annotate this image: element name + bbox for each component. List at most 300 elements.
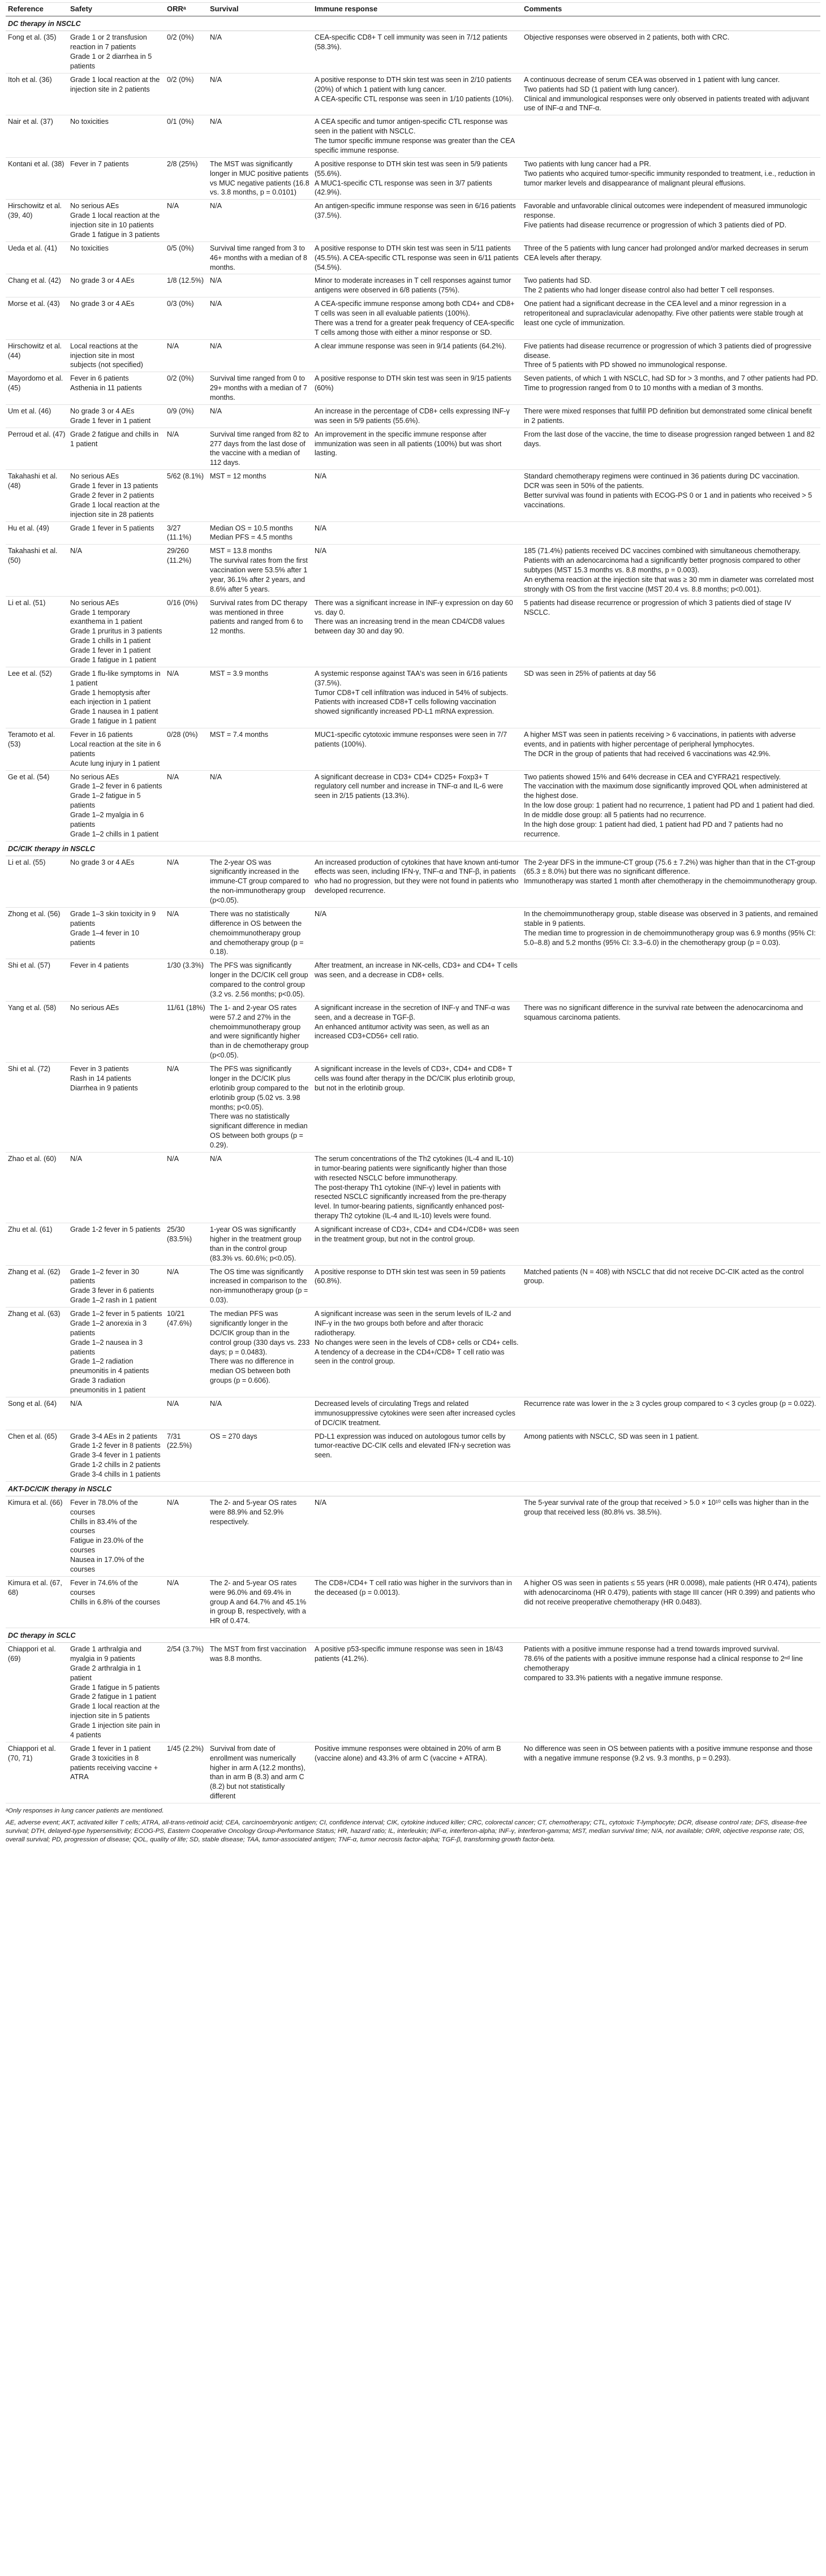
cell-safety — [68, 404, 165, 428]
table-row — [6, 1742, 820, 1803]
cell-safety — [68, 372, 165, 405]
column-header-orr: ORRᵃ — [165, 3, 208, 16]
cell-immune — [312, 1576, 522, 1628]
table-row — [6, 1576, 820, 1628]
cell-line: N/A — [167, 430, 179, 438]
table-row — [6, 1430, 820, 1481]
cell-orr — [165, 31, 208, 74]
table-body — [6, 16, 820, 1803]
cell-line: There were mixed responses that fulfill PD definition but demonstrated some clinical benefit in 2 patients. — [524, 407, 812, 425]
cell-reference: Um et al. (46) — [6, 404, 68, 428]
cell-line: Decreased levels of circulating Tregs and related immunosuppressive cytokines were seen after increased cycles of DC/CIK treatment. — [315, 1399, 515, 1427]
cell-comments — [522, 907, 820, 959]
cell-line: The tumor specific immune response was greater than the CEA specific immune response. — [315, 137, 515, 154]
cell-immune — [312, 73, 522, 115]
cell-line: N/A — [210, 75, 222, 84]
cell-orr — [165, 1742, 208, 1803]
table-row — [6, 241, 820, 274]
cell-line: In the high dose group: 1 patient had died, 1 patient had PD and 7 patients had no recurrence. — [524, 820, 783, 838]
cell-reference: Li et al. (55) — [6, 856, 68, 907]
cell-line: Asthenia in 11 patients — [70, 384, 142, 392]
cell-comments — [522, 241, 820, 274]
cell-line: The survival rates from the first vaccination were 53.5% after 1 year, 36.1% after 2 years, and 8.6% after 5 years. — [210, 556, 308, 593]
cell-orr — [165, 1152, 208, 1223]
cell-line: The serum concentrations of the Th2 cytokines (IL-4 and IL-10) in tumor-bearing patients were significantly higher than those with resected NSCLC before immunotherapy. — [315, 1154, 514, 1182]
cell-orr — [165, 1265, 208, 1308]
cell-immune — [312, 1643, 522, 1742]
cell-immune — [312, 31, 522, 74]
cell-comments — [522, 1223, 820, 1266]
cell-line: Three of 5 patients with PD showed no immunological response. — [524, 361, 728, 369]
cell-line: The 5-year survival rate of the group that received > 5.0 × 10¹⁰ cells was higher than in the group that received less (80.8% vs. 38.5%). — [524, 1498, 809, 1516]
cell-immune — [312, 115, 522, 158]
cell-line: There was a trend for a greater peak frequency of CEA-specific T cells among those with either a minor response or SD. — [315, 318, 514, 336]
table-notes — [6, 1807, 820, 1844]
cell-safety — [68, 959, 165, 1002]
cell-reference: Chen et al. (65) — [6, 1430, 68, 1481]
table-row — [6, 157, 820, 200]
cell-line: Five patients had disease recurrence or progression of which 3 patients died of progressive disease. — [524, 342, 812, 360]
cell-line: Fatigue in 23.0% of the courses — [70, 1537, 144, 1555]
cell-immune — [312, 1265, 522, 1308]
cell-line: N/A — [167, 342, 179, 350]
cell-reference: Chang et al. (42) — [6, 274, 68, 297]
cell-line: Grade 1–2 chills in 1 patient — [70, 830, 159, 838]
cell-line: Two patients who acquired tumor-specific immunity responded to treatment, i.e., reduction in tumor marker levels and disappearance of malignant pleural effusions. — [524, 169, 815, 187]
cell-line: There was no difference in median OS between both groups (p = 0.606). — [210, 1357, 294, 1385]
footnote: ᵃOnly responses in lung cancer patients are mentioned. — [6, 1807, 164, 1815]
cell-line: The median PFS was significantly longer in the DC/CIK group than in the control group (330 days vs. 233 days; p = 0.0483). — [210, 1310, 310, 1356]
cell-line: N/A — [210, 773, 222, 781]
cell-line: 1/30 (3.3%) — [167, 961, 204, 970]
cell-line: A positive response to DTH skin test was seen in 2/10 patients (20%) of which 1 patient with lung cancer. — [315, 75, 511, 93]
cell-immune — [312, 241, 522, 274]
cell-orr — [165, 372, 208, 405]
section-title: DC therapy in NSCLC — [6, 16, 820, 31]
cell-safety — [68, 770, 165, 841]
table-row — [6, 1001, 820, 1062]
cell-line: 2/8 (25%) — [167, 159, 198, 168]
cell-safety — [68, 200, 165, 242]
column-header-safety: Safety — [68, 3, 165, 16]
cell-line: Patients with increased CD8+T cells following vaccination showed significantly increased PD-L1 mRNA expression. — [315, 698, 496, 716]
table-row — [6, 1152, 820, 1223]
cell-line: N/A — [210, 118, 222, 126]
table-row — [6, 274, 820, 297]
cell-line: N/A — [167, 202, 179, 210]
cell-survival — [208, 241, 312, 274]
cell-comments — [522, 157, 820, 200]
cell-survival — [208, 339, 312, 372]
cell-comments — [522, 959, 820, 1002]
cell-safety — [68, 1397, 165, 1430]
cell-line: Grade 1 chills in 1 patient — [70, 637, 151, 645]
cell-line: Median OS = 10.5 months — [210, 524, 293, 532]
cell-safety — [68, 667, 165, 728]
cell-reference: Zhao et al. (60) — [6, 1152, 68, 1223]
table-row — [6, 596, 820, 667]
cell-line: The MST was significantly longer in MUC positive patients vs MUC negative patients (16.8 vs. 3.8 months, p = 0.0101) — [210, 159, 309, 197]
cell-line: N/A — [210, 33, 222, 42]
cell-reference: Kontani et al. (38) — [6, 157, 68, 200]
cell-orr — [165, 428, 208, 470]
cell-comments — [522, 73, 820, 115]
cell-line: An increased production of cytokines that have known anti-tumor effects was seen, including IFN-γ, TNF-α and TNF-β, in patients who had no progression, but they were not found in patients who developed recurrence. — [315, 858, 519, 895]
cell-survival — [208, 470, 312, 521]
cell-line: MUC1-specific cytotoxic immune responses were seen in 7/7 patients (100%). — [315, 731, 507, 748]
cell-survival — [208, 1576, 312, 1628]
cell-line: No serious AEs — [70, 773, 119, 781]
cell-line: Objective responses were observed in 2 patients, both with CRC. — [524, 33, 730, 42]
cell-line: The PFS was significantly longer in the DC/CIK cell group compared to the control group (3.2 vs. 2.56 months; p<0.05). — [210, 961, 308, 998]
cell-line: Grade 1 nausea in 1 patient — [70, 707, 158, 716]
cell-line: Grade 1–2 fatigue in 5 patients — [70, 792, 141, 810]
cell-line: In the low dose group: 1 patient had no recurrence, 1 patient had PD and 1 patient had died. — [524, 801, 815, 810]
table-row — [6, 728, 820, 771]
cell-reference: Morse et al. (43) — [6, 297, 68, 340]
cell-survival — [208, 1643, 312, 1742]
cell-line: No grade 3 or 4 AEs — [70, 858, 135, 866]
cell-line: Grade 2 fatigue in 1 patient — [70, 1693, 156, 1701]
cell-line: Grade 1-2 fever in 8 patients — [70, 1442, 161, 1450]
cell-comments — [522, 1063, 820, 1153]
cell-line: Clinical and immunological responses were only observed in patients treated with adjuvant use of INF-α and TNF-α. — [524, 94, 810, 113]
cell-line: N/A — [167, 1154, 179, 1163]
cell-immune — [312, 856, 522, 907]
cell-line: Patients with a positive immune response had a trend towards improved survival. — [524, 1645, 780, 1654]
cell-orr — [165, 856, 208, 907]
cell-line: The median time to progression in de chemoimmunotherapy group was 6.9 months (95% CI: 5.0–8.8) and 5.2 months (95% CI: 3.3–6.0) in the chemotherapy group (p = 0.03). — [524, 929, 816, 947]
cell-line: Grade 1 local reaction at the injection site in 2 patients — [70, 75, 160, 93]
cell-reference: Zhong et al. (56) — [6, 907, 68, 959]
cell-orr — [165, 907, 208, 959]
cell-safety — [68, 1643, 165, 1742]
cell-line: Grade 3 radiation pneumonitis in 1 patient — [70, 1377, 146, 1395]
cell-line: In the chemoimmunotherapy group, stable disease was observed in 3 patients, and remained stable in 9 patients. — [524, 909, 818, 927]
table-row — [6, 1308, 820, 1397]
cell-safety — [68, 297, 165, 340]
cell-line: Grade 1 hemoptysis after each injection in 1 patient — [70, 688, 151, 706]
cell-orr — [165, 1643, 208, 1742]
table-row — [6, 115, 820, 158]
cell-line: Grade 1 fever in 1 patient — [70, 416, 151, 425]
column-header-survival: Survival — [208, 3, 312, 16]
cell-line: N/A — [210, 300, 222, 308]
table-row — [6, 907, 820, 959]
cell-reference: Fong et al. (35) — [6, 31, 68, 74]
cell-line: DCR was seen in 50% of the patients. — [524, 482, 644, 490]
cell-line: Grade 1–3 skin toxicity in 9 patients — [70, 909, 156, 927]
cell-orr — [165, 404, 208, 428]
cell-immune — [312, 521, 522, 545]
cell-immune — [312, 200, 522, 242]
cell-line: A CEA-specific immune response among both CD4+ and CD8+ T cells was seen in all evaluable patients (100%). — [315, 300, 515, 318]
cell-survival — [208, 1223, 312, 1266]
cell-orr — [165, 1223, 208, 1266]
cell-safety — [68, 1496, 165, 1576]
cell-survival — [208, 1496, 312, 1576]
cell-reference: Zhang et al. (63) — [6, 1308, 68, 1397]
cell-survival — [208, 274, 312, 297]
cell-line: N/A — [167, 1578, 179, 1587]
cell-line: No toxicities — [70, 118, 109, 126]
cell-survival — [208, 404, 312, 428]
cell-comments — [522, 545, 820, 596]
cell-reference: Hirschowitz et al. (44) — [6, 339, 68, 372]
cell-safety — [68, 115, 165, 158]
cell-line: There was no statistically significant difference in median OS between both groups (p = 0.29). — [210, 1112, 308, 1150]
cell-line: Chills in 83.4% of the courses — [70, 1517, 137, 1535]
cell-line: The post-therapy Th1 cytokine (INF-γ) level in patients with resected NSCLC significantly increased from the pre-therapy level. In tumor-bearing patients, significantly enhanced post-therapy Th2 cytokine (IL-4 and IL-10) levels were found. — [315, 1183, 506, 1220]
cell-survival — [208, 667, 312, 728]
cell-line: Diarrhea in 9 patients — [70, 1084, 138, 1092]
cell-line: Two patients with lung cancer had a PR. — [524, 159, 651, 168]
cell-line: Immunotherapy was started 1 month after chemotherapy in the chemoimmunotherapy group. — [524, 877, 818, 886]
cell-line: 3/27 (11.1%) — [167, 524, 192, 542]
cell-line: A significant increase in the levels of CD3+, CD4+ and CD8+ T cells was found after therapy in the DC/CIK plus erlotinib group, but not in the erlotinib group. — [315, 1065, 515, 1092]
cell-line: N/A — [315, 524, 326, 532]
cell-safety — [68, 521, 165, 545]
cell-safety — [68, 241, 165, 274]
cell-orr — [165, 1430, 208, 1481]
cell-line: N/A — [167, 858, 179, 866]
cell-comments — [522, 372, 820, 405]
cell-reference: Ge et al. (54) — [6, 770, 68, 841]
cell-survival — [208, 1308, 312, 1397]
cell-immune — [312, 1223, 522, 1266]
cell-comments — [522, 404, 820, 428]
cell-comments — [522, 667, 820, 728]
cell-orr — [165, 1063, 208, 1153]
cell-line: 0/16 (0%) — [167, 598, 198, 607]
cell-reference: Kimura et al. (66) — [6, 1496, 68, 1576]
cell-line: Grade 1 injection site pain in 4 patients — [70, 1721, 160, 1739]
cell-reference: Mayordomo et al. (45) — [6, 372, 68, 405]
cell-line: Acute lung injury in 1 patient — [70, 759, 160, 767]
cell-line: Grade 3-4 fever in 1 patients — [70, 1451, 161, 1460]
cell-line: No difference was seen in OS between patients with a positive immune response and those with a negative immune response (9.2 vs. 9.3 months, p = 0.293). — [524, 1744, 813, 1762]
cell-line: Grade 1 fever in 1 patient — [70, 1744, 151, 1753]
cell-line: Grade 2 fatigue and chills in 1 patient — [70, 430, 159, 448]
cell-orr — [165, 297, 208, 340]
column-header-immune-response: Immune response — [312, 3, 522, 16]
cell-line: Minor to moderate increases in T cell responses against tumor antigens were observed in 6/8 patients (75%). — [315, 277, 511, 295]
cell-line: No grade 3 or 4 AEs — [70, 300, 135, 308]
table-row — [6, 667, 820, 728]
cell-survival — [208, 428, 312, 470]
cell-orr — [165, 596, 208, 667]
cell-immune — [312, 274, 522, 297]
table-row — [6, 1643, 820, 1742]
cell-orr — [165, 728, 208, 771]
cell-reference: Teramoto et al. (53) — [6, 728, 68, 771]
cell-safety — [68, 907, 165, 959]
section-header-row — [6, 841, 820, 856]
cell-line: 11/61 (18%) — [167, 1003, 205, 1012]
cell-line: Survival from date of enrollment was numerically higher in arm A (12.2 months), than in arm B (8.3) and arm C (8.2) but not statistically different — [210, 1744, 306, 1801]
cell-reference: Chiappori et al. (70, 71) — [6, 1742, 68, 1803]
cell-safety — [68, 470, 165, 521]
cell-line: N/A — [210, 277, 222, 285]
cell-comments — [522, 728, 820, 771]
cell-survival — [208, 907, 312, 959]
cell-orr — [165, 339, 208, 372]
cell-line: No serious AEs — [70, 1003, 119, 1012]
cell-line: Survival time ranged from 3 to 46+ months with a median of 8 months. — [210, 244, 307, 271]
cell-comments — [522, 1001, 820, 1062]
cell-survival — [208, 770, 312, 841]
cell-safety — [68, 1223, 165, 1266]
cell-safety — [68, 728, 165, 771]
cell-survival — [208, 1152, 312, 1223]
cell-line: 185 (71.4%) patients received DC vaccines combined with simultaneous chemotherapy. — [524, 547, 801, 555]
cell-line: N/A — [315, 909, 326, 918]
cell-line: Grade 1–4 fever in 10 patients — [70, 929, 139, 947]
cell-line: N/A — [70, 1399, 82, 1408]
cell-immune — [312, 1742, 522, 1803]
cell-line: A positive response to DTH skin test was seen in 59 patients (60.8%). — [315, 1267, 506, 1285]
cell-immune — [312, 907, 522, 959]
table-row — [6, 428, 820, 470]
cell-immune — [312, 297, 522, 340]
cell-line: 0/3 (0%) — [167, 300, 194, 308]
cell-line: The 2- and 5-year OS rates were 88.9% and 52.9% respectively. — [210, 1498, 297, 1526]
table-row — [6, 1496, 820, 1576]
cell-comments — [522, 1576, 820, 1628]
cell-reference: Hu et al. (49) — [6, 521, 68, 545]
cell-line: MST = 13.8 months — [210, 547, 273, 555]
cell-line: Grade 1 fever in 1 patient — [70, 646, 151, 655]
cell-line: Three of the 5 patients with lung cancer had prolonged and/or marked decreases in serum CEA levels after therapy. — [524, 244, 808, 262]
cell-line: Grade 1 pruritus in 3 patients — [70, 627, 162, 636]
cell-survival — [208, 596, 312, 667]
cell-line: N/A — [315, 1498, 326, 1507]
cell-comments — [522, 1643, 820, 1742]
cell-orr — [165, 545, 208, 596]
cell-immune — [312, 339, 522, 372]
cell-line: SD was seen in 25% of patients at day 56 — [524, 669, 656, 678]
cell-line: N/A — [167, 669, 179, 678]
cell-reference: Takahashi et al. (48) — [6, 470, 68, 521]
cell-line: Two patients had SD. — [524, 277, 592, 285]
cell-line: No serious AEs — [70, 598, 119, 607]
cell-survival — [208, 521, 312, 545]
cell-survival — [208, 372, 312, 405]
cell-reference: Song et al. (64) — [6, 1397, 68, 1430]
cell-line: Grade 1–2 fever in 30 patients — [70, 1267, 139, 1285]
cell-reference: Kimura et al. (67, 68) — [6, 1576, 68, 1628]
table-row — [6, 770, 820, 841]
cell-line: 29/260 (11.2%) — [167, 547, 192, 565]
cell-reference: Shi et al. (57) — [6, 959, 68, 1002]
cell-line: N/A — [210, 202, 222, 210]
cell-reference: Ueda et al. (41) — [6, 241, 68, 274]
cell-line: 25/30 (83.5%) — [167, 1226, 192, 1243]
cell-line: N/A — [210, 1399, 222, 1408]
cell-line: The CD8+/CD4+ T cell ratio was higher in the survivors than in the deceased (p = 0.0013). — [315, 1578, 512, 1596]
cell-safety — [68, 596, 165, 667]
cell-line: 0/2 (0%) — [167, 75, 194, 84]
cell-survival — [208, 959, 312, 1002]
cell-immune — [312, 1397, 522, 1430]
cell-line: Grade 1 or 2 transfusion reaction in 7 patients — [70, 33, 147, 51]
cell-comments — [522, 339, 820, 372]
cell-comments — [522, 1308, 820, 1397]
cell-orr — [165, 1496, 208, 1576]
cell-line: N/A — [315, 472, 326, 481]
cell-line: The 2-year OS was significantly increased in the immune-CT group compared to the non-immunotherapy group (p<0.05). — [210, 858, 309, 905]
cell-line: MST = 12 months — [210, 472, 266, 481]
cell-line: The 2- and 5-year OS rates were 96.0% and 69.4% in group A and 64.7% and 45.1% in group B, respectively, with a HR of 0.474. — [210, 1578, 307, 1625]
cell-survival — [208, 1397, 312, 1430]
cell-orr — [165, 1308, 208, 1397]
cell-safety — [68, 157, 165, 200]
cell-line: 78.6% of the patients with a positive immune response had a clinical response to 2ⁿᵈ line chemotherapy — [524, 1654, 803, 1672]
cell-orr — [165, 115, 208, 158]
cell-safety — [68, 339, 165, 372]
cell-immune — [312, 770, 522, 841]
cell-line: Grade 1–2 myalgia in 6 patients — [70, 811, 144, 829]
cell-comments — [522, 1496, 820, 1576]
cell-safety — [68, 1742, 165, 1803]
summary-table-container — [6, 2, 820, 1803]
cell-line: Grade 1 local reaction at the injection site in 5 patients — [70, 1702, 160, 1720]
cell-line: Nausea in 17.0% of the courses — [70, 1556, 144, 1573]
cell-line: N/A — [210, 342, 222, 350]
cell-orr — [165, 241, 208, 274]
cell-survival — [208, 1265, 312, 1308]
cell-comments — [522, 1430, 820, 1481]
cell-line: Five patients had disease recurrence or progression of which 3 patients died of PD. — [524, 221, 787, 230]
cell-line: No grade 3 or 4 AEs — [70, 277, 135, 285]
cell-line: Two patients showed 15% and 64% decrease in CEA and CYFRA21 respectively. — [524, 773, 781, 781]
cell-line: No grade 3 or 4 AEs — [70, 407, 135, 415]
cell-immune — [312, 1152, 522, 1223]
table-row — [6, 297, 820, 340]
cell-line: Grade 1 fatigue in 1 patient — [70, 717, 156, 726]
cell-orr — [165, 521, 208, 545]
cell-immune — [312, 667, 522, 728]
cell-safety — [68, 1152, 165, 1223]
cell-safety — [68, 1001, 165, 1062]
cell-line: A positive response to DTH skin test was seen in 9/15 patients (60%) — [315, 374, 511, 392]
column-header-comments: Comments — [522, 3, 820, 16]
cell-line: No serious AEs — [70, 472, 119, 481]
cell-line: N/A — [70, 1154, 82, 1163]
cell-immune — [312, 428, 522, 470]
cell-line: The 1- and 2-year OS rates were 57.2 and 27% in the chemoimmunotherapy group and were significantly higher than in de chemotherapy group (p<0.05). — [210, 1003, 309, 1060]
cell-line: A CEA-specific CTL response was seen in 1/10 patients (10%). — [315, 94, 514, 103]
cell-line: Grade 1 fatigue in 5 patients — [70, 1683, 160, 1692]
cell-survival — [208, 1430, 312, 1481]
cell-line: Tumor CD8+T cell infiltration was induced in 54% of subjects. — [315, 688, 508, 697]
cell-immune — [312, 404, 522, 428]
cell-line: Grade 1 fatigue in 3 patients — [70, 230, 160, 239]
cell-comments — [522, 115, 820, 158]
cell-orr — [165, 770, 208, 841]
table-row — [6, 959, 820, 1002]
cell-line: The 2 patients who had longer disease control also had better T cell responses. — [524, 286, 775, 295]
cell-line: Fever in 16 patients — [70, 731, 133, 739]
cell-line: Grade 1–2 nausea in 3 patients — [70, 1338, 143, 1356]
cell-line: Grade 1 local reaction at the injection site in 28 patients — [70, 500, 160, 519]
cell-immune — [312, 596, 522, 667]
cell-line: Two patients had SD (1 patient with lung cancer). — [524, 85, 679, 93]
cell-line: 0/1 (0%) — [167, 118, 194, 126]
cell-line: Grade 1 fever in 5 patients — [70, 524, 154, 532]
cell-line: 0/2 (0%) — [167, 33, 194, 42]
cell-comments — [522, 31, 820, 74]
